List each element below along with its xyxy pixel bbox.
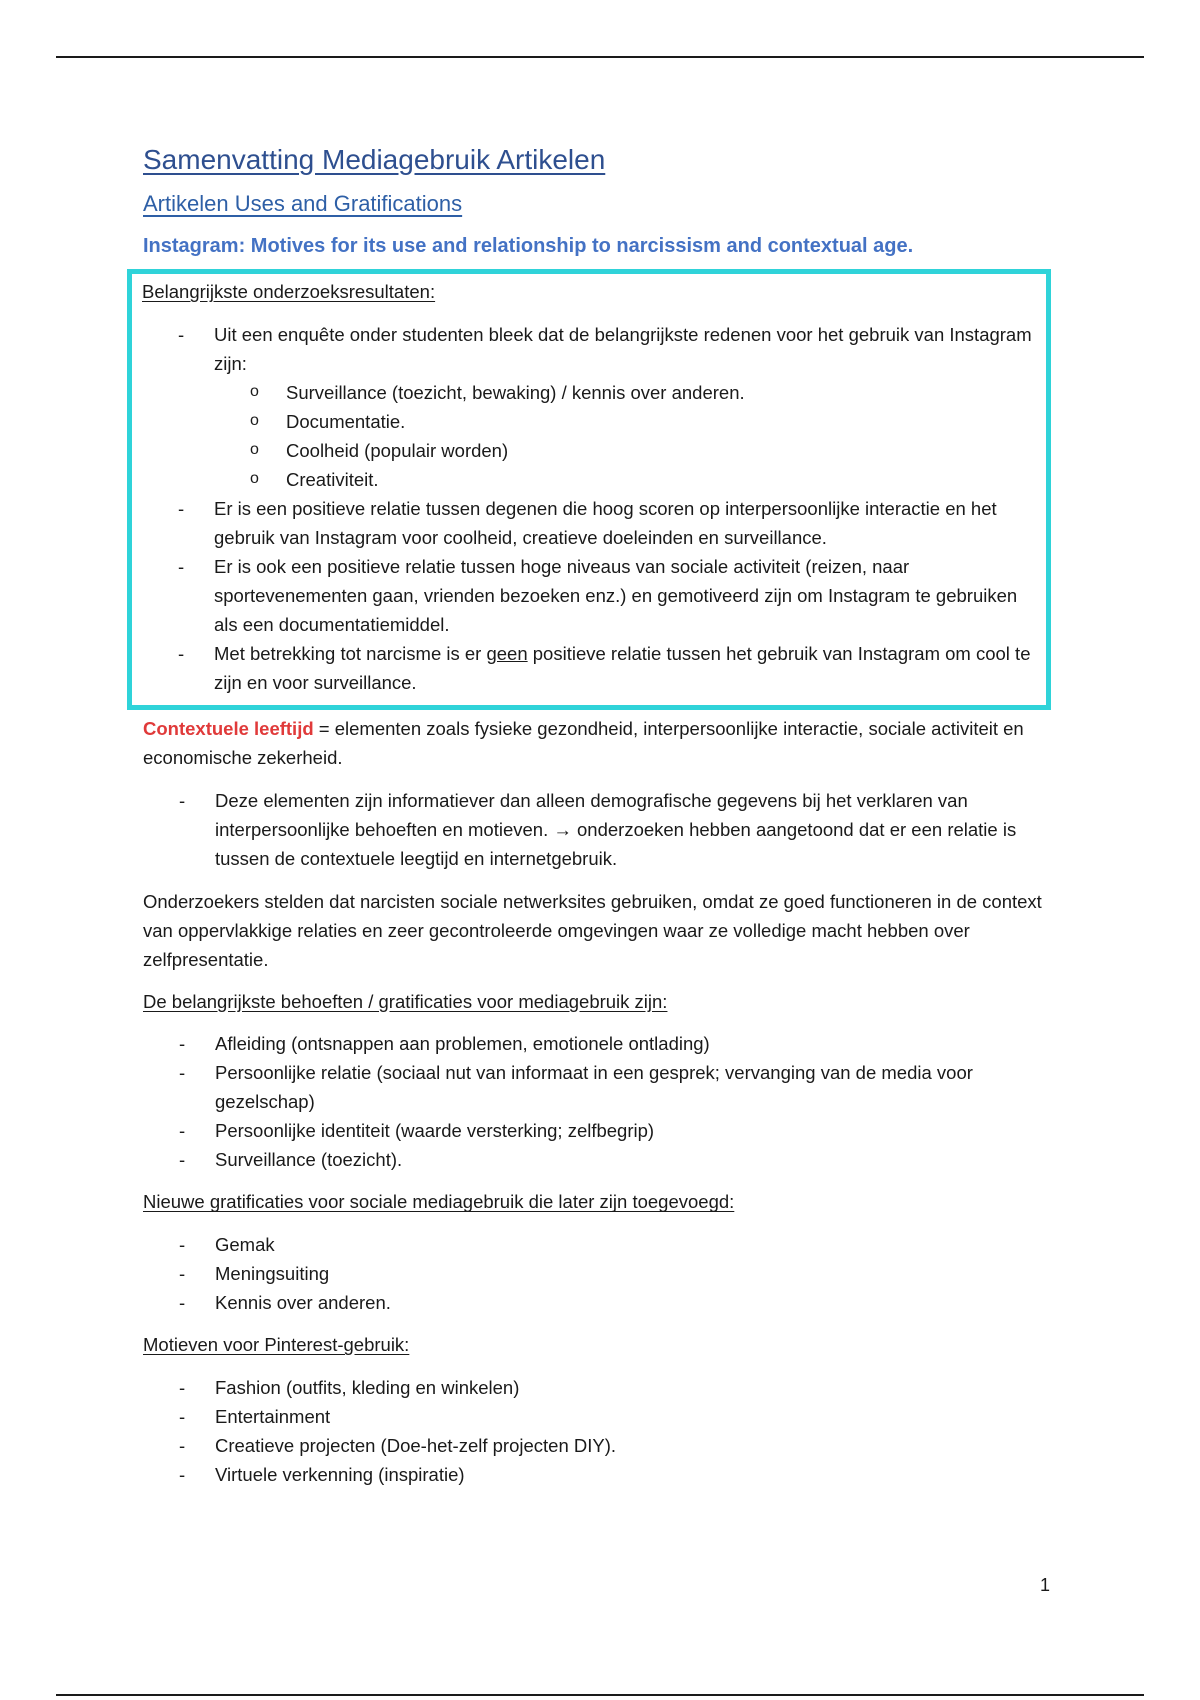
contextual-definition: Contextuele leeftijd = elementen zoals fysieke gezondheid, interpersoonlijke interactie, sociale activiteit en economische zekerheid. <box>143 717 1024 768</box>
sub-list-item: o Coolheid (populair worden) <box>214 436 1036 465</box>
needs-heading: De belangrijkste behoeften / gratificaties voor mediagebruik zijn: <box>143 990 668 1012</box>
pinterest-heading: Motieven voor Pinterest-gebruik: <box>143 1334 410 1356</box>
needs-list <box>143 1029 1063 1174</box>
highlight-box <box>127 269 1051 710</box>
bottom-rule <box>56 1694 1144 1696</box>
list-item: - Uit een enquête onder studenten bleek dat de belangrijkste redenen voor het gebruik van Instagram zijn: o Surveillance (toezicht, bewaking) / kennis over anderen. o Documentatie. o Coolheid (populair worden) o Creativiteit. <box>142 320 1036 494</box>
section-subtitle: Artikelen Uses and Gratifications <box>143 191 463 217</box>
article-title: Instagram: Motives for its use and relationship to narcissism and contextual age. <box>143 234 914 257</box>
list-item: - Surveillance (toezicht). <box>143 1145 1063 1174</box>
list-item: - Er is een positieve relatie tussen degenen die hoog scoren op interpersoonlijke interactie en het gebruik van Instagram voor coolheid, creatieve doeleinden en surveillance. <box>142 494 1036 552</box>
list-item: - Persoonlijke relatie (sociaal nut van informaat in een gesprek; vervanging van de media voor gezelschap) <box>143 1058 1063 1116</box>
underlined-word: geen <box>486 642 528 664</box>
document-page <box>143 140 1063 1489</box>
contextual-list <box>143 786 1063 873</box>
document-title: Samenvatting Mediagebruik Artikelen <box>143 144 606 175</box>
list-item: - Deze elementen zijn informatiever dan alleen demografische gegevens bij het verklaren van interpersoonlijke behoeften en motieven. → onderzoeken hebben aangetoond dat er een relatie is tussen de contextuele leegtijd en internetgebruik. <box>143 786 1063 873</box>
list-item: - Entertainment <box>143 1402 1063 1431</box>
list-item: - Virtuele verkenning (inspiratie) <box>143 1460 1063 1489</box>
list-item: - Fashion (outfits, kleding en winkelen) <box>143 1373 1063 1402</box>
list-item: - Afleiding (ontsnappen aan problemen, emotionele ontlading) <box>143 1029 1063 1058</box>
list-item: - Meningsuiting <box>143 1259 1063 1288</box>
box-heading: Belangrijkste onderzoeksresultaten: <box>142 280 436 302</box>
new-gratifications-list <box>143 1230 1063 1317</box>
sub-list <box>214 378 1036 494</box>
list-item: - Kennis over anderen. <box>143 1288 1063 1317</box>
sub-list-item: o Documentatie. <box>214 407 1036 436</box>
page-number: 1 <box>1040 1575 1051 1595</box>
list-item: - Met betrekking tot narcisme is er geen positieve relatie tussen het gebruik van Instagram om cool te zijn en voor surveillance. <box>142 639 1036 697</box>
list-item: - Creatieve projecten (Doe-het-zelf projecten DIY). <box>143 1431 1063 1460</box>
narcissism-paragraph: Onderzoekers stelden dat narcisten sociale netwerksites gebruiken, omdat ze goed functioneren in de context van oppervlakkige relaties en zeer gecontroleerde omgevingen waar ze volledige macht hebben over zelfpresentatie. <box>143 890 1042 970</box>
results-list <box>142 320 1036 697</box>
top-rule <box>56 56 1144 58</box>
contextual-term: Contextuele leeftijd <box>143 717 314 739</box>
list-item: - Gemak <box>143 1230 1063 1259</box>
new-gratifications-heading: Nieuwe gratificaties voor sociale mediagebruik die later zijn toegevoegd: <box>143 1191 735 1213</box>
list-item: - Persoonlijke identiteit (waarde versterking; zelfbegrip) <box>143 1116 1063 1145</box>
sub-list-item: o Creativiteit. <box>214 465 1036 494</box>
list-item: - Er is ook een positieve relatie tussen hoge niveaus van sociale activiteit (reizen, naar sportevenementen gaan, vrienden bezoeken enz.) en gemotiveerd zijn om Instagram te gebruiken als een documentatiemiddel. <box>142 552 1036 639</box>
pinterest-list <box>143 1373 1063 1489</box>
sub-list-item: o Surveillance (toezicht, bewaking) / kennis over anderen. <box>214 378 1036 407</box>
